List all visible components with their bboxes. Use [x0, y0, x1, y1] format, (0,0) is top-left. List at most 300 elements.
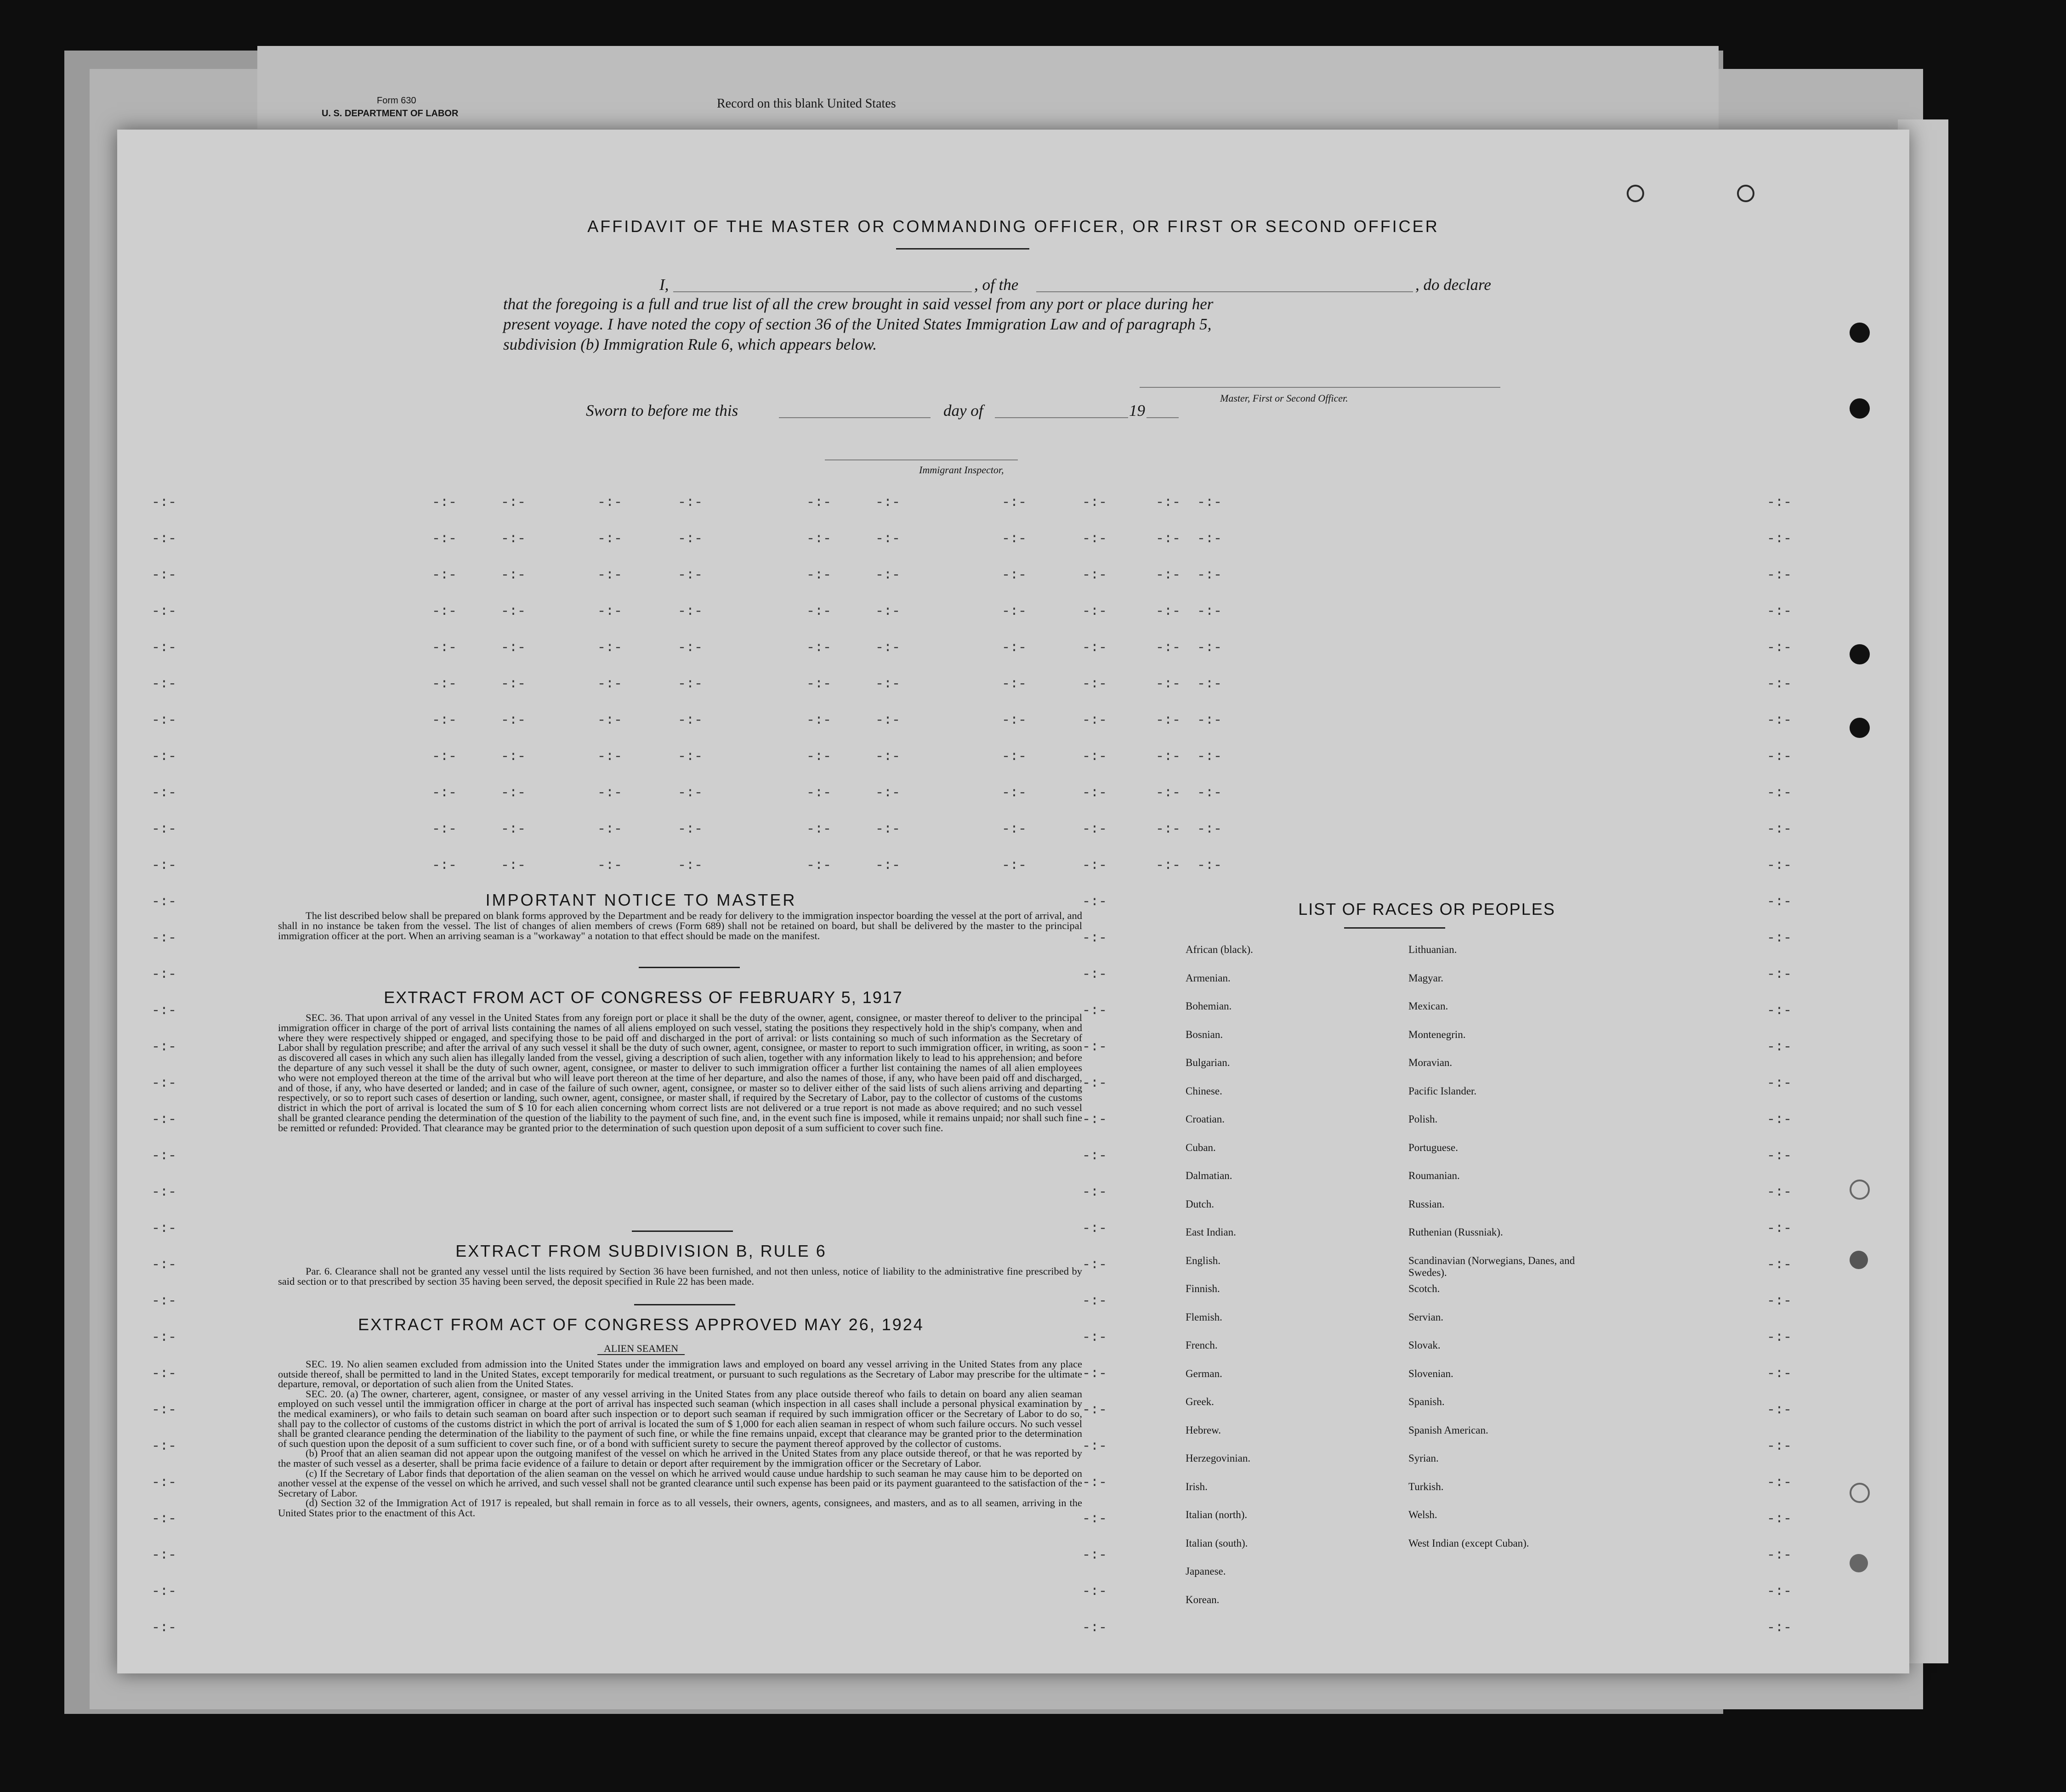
tick-mark: -:-	[152, 894, 177, 910]
extract-1917-paragraph: SEC. 36. That upon arrival of any vessel in the United States from any foreign port or place it shall be the duty of the owner, agent, consignee, or master thereof to deliver to the principal immigration officer in charge of the port of arrival lists containing the names of all aliens employed on such vessel, stating the positions they respectively hold in the ship's company, when and where they were respectively shipped or engaged, and specifying those to be paid off and discharged in the port of arrival: or lists containing so much of such information as the Secretary of Labor shall by regulation prescribe; and after the arrival of any such vessel it shall be the duty of such owner, agent, consignee, or master to report to such immigration officer, in writing, as soon as discovered all cases in which any such alien has illegally landed from the vessel, giving a description of such alien, together with any information likely to lead to his apprehension; and before the departure of any such vessel it shall be the duty of such owner, agent, consignee, or master to deliver to such immigration officer a further list containing the names of all alien employees who were not employed thereon at the time of the arrival but who will leave port thereon at the time of her departure, and also the names of those, if any, who have been paid off and discharged, and of those, if any, who have deserted or landed; and in case of the failure of such owner, agent, consignee, or master so to deliver either of the said lists of such aliens arriving and departing respectively, or so to report such cases of desertion or landing, such owner, agent, consignee, or master shall, if required by the Secretary of Labor, pay to the collector of customs of the customs district in which the port of arrival is located the sum of $ 10 for each alien concerning whom correct lists are not delivered or a true report is not made as above required; and no such vessel shall be granted clearance pending the determination of the question of the liability to the payment of such fine, and, in the event such fine is imposed, while it remains unpaid; nor shall such fine be remitted or refunded: Provided. That clearance may be granted prior to the determination of such question upon deposit of a sum sufficient to cover such fine.	[278, 1012, 1082, 1134]
tick-mark: -:-	[1156, 785, 1181, 801]
race-item: Cuban.	[1186, 1141, 1216, 1153]
tick-mark: -:-	[1197, 676, 1222, 692]
rule6-rule	[634, 1304, 735, 1305]
tick-mark: -:-	[1082, 1185, 1107, 1200]
race-item: Finnish.	[1186, 1283, 1220, 1294]
tick-mark: -:-	[501, 567, 526, 583]
tick-mark: -:-	[432, 531, 457, 547]
binder-hole	[1737, 185, 1754, 202]
tick-mark: -:-	[1197, 567, 1222, 583]
affidavit-do-declare: , do declare	[1415, 276, 1491, 294]
tick-mark: -:-	[875, 713, 901, 728]
tick-mark: -:-	[678, 567, 703, 583]
tick-mark: -:-	[875, 749, 901, 765]
race-item: Armenian.	[1186, 972, 1231, 984]
tick-mark: -:-	[1197, 822, 1222, 837]
tick-mark: -:-	[152, 1548, 177, 1563]
tick-mark: -:-	[1767, 640, 1792, 656]
tick-mark: -:-	[432, 676, 457, 692]
tick-mark: -:-	[152, 749, 177, 765]
tick-mark: -:-	[1767, 1076, 1792, 1091]
tick-mark: -:-	[1197, 785, 1222, 801]
races-rule	[1344, 927, 1445, 929]
race-item: Russian.	[1408, 1198, 1445, 1210]
tick-mark: -:-	[678, 785, 703, 801]
race-item: Welsh.	[1408, 1509, 1437, 1520]
extract-1924-body	[278, 1359, 1082, 1518]
extract-1917-rule	[632, 1231, 733, 1232]
notice-paragraph: The list described below shall be prepared on blank forms approved by the Department and be ready for delivery to the immigration inspector boarding the vessel at the port of arrival, and shall in no instance be taken from the vessel. The list of changes of alien members of crews (Form 689) shall not be retained on board, but shall be delivered by the master to the principal immigration officer at the port. When an arriving seaman is a "workaway" a notation to that effect should be made on the manifest.	[278, 910, 1082, 941]
tick-mark: -:-	[1156, 858, 1181, 873]
tick-mark: -:-	[1197, 858, 1222, 873]
race-item: East Indian.	[1186, 1226, 1236, 1238]
tick-mark: -:-	[1082, 1039, 1107, 1055]
tick-mark: -:-	[152, 1257, 177, 1273]
tick-mark: -:-	[152, 930, 177, 946]
tick-mark: -:-	[875, 604, 901, 619]
tick-mark: -:-	[501, 785, 526, 801]
tick-mark: -:-	[432, 822, 457, 837]
tick-mark: -:-	[152, 1185, 177, 1200]
name-blank	[673, 291, 972, 292]
tick-mark: -:-	[1767, 604, 1792, 619]
race-item: Roumanian.	[1408, 1170, 1460, 1181]
tick-mark: -:-	[152, 604, 177, 619]
tick-mark: -:-	[1156, 604, 1181, 619]
tick-mark: -:-	[806, 785, 832, 801]
tick-mark: -:-	[597, 785, 623, 801]
tick-mark: -:-	[1082, 604, 1107, 619]
affidavit-line-3: present voyage. I have noted the copy of section 36 of the United States Immigration Law and of paragraph 5,	[503, 315, 1212, 333]
tick-mark: -:-	[152, 1366, 177, 1382]
tick-mark: -:-	[152, 1293, 177, 1309]
tick-mark: -:-	[501, 858, 526, 873]
race-item: Mexican.	[1408, 1000, 1448, 1012]
tick-mark: -:-	[597, 676, 623, 692]
affidavit-line-4: subdivision (b) Immigration Rule 6, which appears below.	[503, 335, 877, 353]
department-label: U. S. DEPARTMENT OF LABOR	[322, 108, 459, 119]
tick-mark: -:-	[501, 640, 526, 656]
tick-mark: -:-	[1002, 676, 1027, 692]
binder-hole	[1850, 323, 1870, 343]
binder-hole	[1850, 1180, 1870, 1200]
tick-mark: -:-	[806, 495, 832, 510]
day-blank	[779, 417, 931, 418]
tick-mark: -:-	[1002, 531, 1027, 547]
affidavit-i: I,	[659, 276, 669, 294]
tick-mark: -:-	[1082, 1475, 1107, 1491]
tick-mark: -:-	[152, 676, 177, 692]
tick-mark: -:-	[1197, 531, 1222, 547]
rule6-title: EXTRACT FROM SUBDIVISION B, RULE 6	[455, 1242, 827, 1260]
tick-mark: -:-	[152, 1221, 177, 1236]
tick-mark: -:-	[1082, 785, 1107, 801]
tick-mark: -:-	[152, 1584, 177, 1599]
tick-mark: -:-	[152, 1475, 177, 1491]
tick-mark: -:-	[152, 1439, 177, 1454]
race-item: Lithuanian.	[1408, 944, 1457, 955]
tick-mark: -:-	[1082, 1257, 1107, 1273]
tick-mark: -:-	[678, 604, 703, 619]
extract-1924-paragraph: (c) If the Secretary of Labor finds that deportation of the alien seaman on the vessel on which he arrived would cause undue hardship to such seaman he may cause him to be deported on another vessel at the expense of the vessel on which he arrived, and such vessel shall not be granted clearance until such expense has been paid or its payment guaranteed to the satisfaction of the Secretary of Labor.	[278, 1467, 1082, 1499]
tick-mark: -:-	[1767, 749, 1792, 765]
tick-mark: -:-	[678, 858, 703, 873]
extract-1924-subtitle-rule	[597, 1354, 685, 1355]
binder-hole	[1850, 398, 1870, 419]
tick-mark: -:-	[1767, 1003, 1792, 1019]
tick-mark: -:-	[806, 531, 832, 547]
tick-mark: -:-	[1767, 785, 1792, 801]
tick-mark: -:-	[678, 822, 703, 837]
signature-line	[1140, 387, 1500, 388]
inspector-line	[825, 459, 1018, 460]
tick-mark: -:-	[432, 495, 457, 510]
tick-mark: -:-	[1082, 858, 1107, 873]
tick-mark: -:-	[1082, 930, 1107, 946]
affidavit-title-rule	[896, 248, 1029, 250]
tick-mark: -:-	[152, 1511, 177, 1527]
tick-mark: -:-	[1082, 567, 1107, 583]
notice-title: IMPORTANT NOTICE TO MASTER	[485, 890, 797, 909]
tick-mark: -:-	[597, 495, 623, 510]
race-item: Moravian.	[1408, 1057, 1453, 1068]
tick-mark: -:-	[806, 749, 832, 765]
tick-mark: -:-	[875, 640, 901, 656]
header-strip	[257, 46, 1719, 129]
race-item: Croatian.	[1186, 1113, 1225, 1125]
tick-mark: -:-	[1197, 495, 1222, 510]
tick-mark: -:-	[1767, 1511, 1792, 1527]
tick-mark: -:-	[875, 676, 901, 692]
tick-mark: -:-	[1156, 676, 1181, 692]
race-item: Scandinavian (Norwegians, Danes, and Swedes).	[1408, 1254, 1575, 1278]
extract-1924-title: EXTRACT FROM ACT OF CONGRESS APPROVED MAY 26, 1924	[358, 1315, 924, 1334]
race-item: Irish.	[1186, 1480, 1208, 1492]
tick-mark: -:-	[1082, 676, 1107, 692]
rule6-paragraph: Par. 6. Clearance shall not be granted any vessel until the lists required by Section 36 have been furnished, and not then unless, notice of liability to the administrative fine prescribed by said section or to that prescribed by section 35 having been served, the deposit specified in Rule 22 has been made.	[278, 1265, 1082, 1287]
affidavit-line-2: that the foregoing is a full and true list of all the crew brought in said vessel from any port or place during her	[503, 295, 1214, 313]
race-item: Bulgarian.	[1186, 1057, 1230, 1068]
tick-mark: -:-	[875, 531, 901, 547]
race-item: West Indian (except Cuban).	[1408, 1537, 1529, 1549]
tick-mark: -:-	[1767, 1185, 1792, 1200]
tick-mark: -:-	[875, 858, 901, 873]
tick-mark: -:-	[806, 604, 832, 619]
race-item: Polish.	[1408, 1113, 1438, 1125]
tick-mark: -:-	[678, 713, 703, 728]
tick-mark: -:-	[1767, 930, 1792, 946]
tick-mark: -:-	[1767, 967, 1792, 982]
extract-1917-body	[278, 1013, 1082, 1133]
tick-mark: -:-	[1082, 1148, 1107, 1164]
tick-mark: -:-	[678, 749, 703, 765]
tick-mark: -:-	[1767, 1475, 1792, 1491]
tick-mark: -:-	[1082, 531, 1107, 547]
race-item: Scotch.	[1408, 1283, 1440, 1294]
day-of-text: day of	[943, 402, 983, 420]
tick-mark: -:-	[1082, 640, 1107, 656]
form-number: Form 630	[377, 96, 416, 106]
tick-mark: -:-	[1002, 495, 1027, 510]
tick-mark: -:-	[806, 640, 832, 656]
races-right-column	[1408, 944, 1601, 1565]
tick-mark: -:-	[152, 640, 177, 656]
tick-mark: -:-	[1002, 640, 1027, 656]
tick-mark: -:-	[152, 822, 177, 837]
tick-mark: -:-	[1156, 713, 1181, 728]
binder-hole	[1850, 1554, 1868, 1572]
tick-mark: -:-	[1082, 1402, 1107, 1418]
binder-hole	[1850, 644, 1870, 664]
race-item: Dalmatian.	[1186, 1170, 1232, 1181]
tick-mark: -:-	[1767, 1112, 1792, 1128]
tick-mark: -:-	[1767, 1366, 1792, 1382]
tick-mark: -:-	[875, 822, 901, 837]
race-item: German.	[1186, 1367, 1222, 1379]
tick-mark: -:-	[152, 567, 177, 583]
tick-mark: -:-	[432, 713, 457, 728]
race-item: French.	[1186, 1339, 1218, 1351]
race-item: Servian.	[1408, 1311, 1444, 1323]
tick-mark: -:-	[501, 749, 526, 765]
race-item: Dutch.	[1186, 1198, 1214, 1210]
tick-mark: -:-	[1767, 713, 1792, 728]
binder-hole	[1850, 1483, 1870, 1503]
tick-mark: -:-	[1082, 1293, 1107, 1309]
tick-mark: -:-	[152, 495, 177, 510]
tick-mark: -:-	[597, 640, 623, 656]
affidavit-line-1	[503, 276, 1514, 296]
tick-mark: -:-	[1002, 567, 1027, 583]
signature-caption: Master, First or Second Officer.	[1220, 392, 1348, 404]
tick-mark: -:-	[152, 1402, 177, 1418]
rule6-body	[278, 1266, 1082, 1287]
tick-mark: -:-	[1767, 1402, 1792, 1418]
extract-1924-subtitle: ALIEN SEAMEN	[604, 1343, 678, 1354]
tick-mark: -:-	[501, 604, 526, 619]
tick-mark: -:-	[1156, 749, 1181, 765]
tick-mark: -:-	[806, 567, 832, 583]
tick-mark: -:-	[1767, 1257, 1792, 1273]
tick-mark: -:-	[501, 676, 526, 692]
tick-mark: -:-	[501, 531, 526, 547]
extract-1924-paragraph: (d) Section 32 of the Immigration Act of 1917 is repealed, but shall remain in force as to all vessels, their owners, agents, consignees, and masters, and as to all seamen, arriving in the United States prior to the enactment of this Act.	[278, 1497, 1082, 1519]
tick-mark: -:-	[1156, 495, 1181, 510]
sworn-line	[586, 402, 1275, 422]
race-item: Slovak.	[1408, 1339, 1441, 1351]
tick-mark: -:-	[1767, 531, 1792, 547]
tick-mark: -:-	[432, 604, 457, 619]
tick-mark: -:-	[1197, 713, 1222, 728]
tick-mark: -:-	[1082, 1439, 1107, 1454]
inspector-caption: Immigrant Inspector,	[919, 464, 1004, 476]
tick-mark: -:-	[678, 640, 703, 656]
tick-mark: -:-	[501, 713, 526, 728]
tick-mark: -:-	[1082, 1330, 1107, 1345]
tick-mark: -:-	[1767, 495, 1792, 510]
tick-mark: -:-	[1002, 858, 1027, 873]
tick-mark: -:-	[1767, 1620, 1792, 1636]
affidavit-title: AFFIDAVIT OF THE MASTER OR COMMANDING OFFICER, OR FIRST OR SECOND OFFICER	[587, 217, 1439, 236]
race-item: African (black).	[1186, 944, 1253, 955]
race-item: Greek.	[1186, 1396, 1214, 1407]
race-item: Spanish.	[1408, 1396, 1445, 1407]
tick-mark: -:-	[432, 567, 457, 583]
tick-mark: -:-	[432, 640, 457, 656]
tick-mark: -:-	[501, 495, 526, 510]
tick-mark: -:-	[152, 858, 177, 873]
tick-mark: -:-	[806, 713, 832, 728]
affidavit-of-the: , of the	[974, 276, 1019, 294]
race-item: Montenegrin.	[1408, 1028, 1466, 1040]
year-prefix: 19	[1129, 402, 1145, 420]
tick-mark: -:-	[597, 822, 623, 837]
tick-mark: -:-	[1197, 604, 1222, 619]
tick-mark: -:-	[1156, 640, 1181, 656]
month-blank	[995, 417, 1128, 418]
race-item: Japanese.	[1186, 1565, 1226, 1577]
tick-mark: -:-	[597, 858, 623, 873]
races-left-column	[1186, 944, 1379, 1622]
tick-mark: -:-	[1002, 785, 1027, 801]
tick-mark: -:-	[432, 749, 457, 765]
tick-mark: -:-	[1002, 749, 1027, 765]
tick-mark: -:-	[806, 858, 832, 873]
tick-mark: -:-	[1767, 1584, 1792, 1599]
tick-mark: -:-	[1002, 604, 1027, 619]
tick-mark: -:-	[1767, 1221, 1792, 1236]
tick-mark: -:-	[1767, 858, 1792, 873]
tick-mark: -:-	[597, 749, 623, 765]
race-item: Ruthenian (Russniak).	[1408, 1226, 1503, 1238]
tick-mark: -:-	[678, 531, 703, 547]
race-item: Turkish.	[1408, 1480, 1444, 1492]
race-item: Spanish American.	[1408, 1424, 1488, 1436]
tick-mark: -:-	[1156, 822, 1181, 837]
tick-mark: -:-	[1197, 640, 1222, 656]
races-title: LIST OF RACES OR PEOPLES	[1298, 900, 1555, 919]
tick-mark: -:-	[152, 1620, 177, 1636]
tick-mark: -:-	[1082, 1076, 1107, 1091]
race-item: Pacific Islander.	[1408, 1085, 1477, 1097]
sworn-text: Sworn to before me this	[586, 402, 738, 420]
extract-1924-paragraph: (b) Proof that an alien seaman did not appear upon the outgoing manifest of the vessel on which he arrived in the United States from any place outside thereof, or that he was reported by the master of such vessel as a deserter, shall be prima facie evidence of a failure to detain or deport after requirement by the immigration officer or the Secretary of Labor.	[278, 1447, 1082, 1469]
race-item: Italian (north).	[1186, 1509, 1248, 1520]
race-item: Syrian.	[1408, 1452, 1439, 1464]
race-item: Portuguese.	[1408, 1141, 1458, 1153]
tick-mark: -:-	[152, 967, 177, 982]
tick-mark: -:-	[152, 1039, 177, 1055]
vessel-blank	[1036, 291, 1413, 292]
tick-mark: -:-	[1082, 1620, 1107, 1636]
tick-mark: -:-	[152, 713, 177, 728]
tick-mark: -:-	[501, 822, 526, 837]
tick-mark: -:-	[152, 1148, 177, 1164]
tick-mark: -:-	[432, 858, 457, 873]
binder-hole	[1850, 1251, 1868, 1269]
extract-1917-title: EXTRACT FROM ACT OF CONGRESS OF FEBRUARY 5, 1917	[384, 988, 903, 1007]
tick-mark: -:-	[597, 567, 623, 583]
tick-mark: -:-	[1156, 567, 1181, 583]
tick-mark: -:-	[1156, 531, 1181, 547]
tick-mark: -:-	[432, 785, 457, 801]
race-item: Italian (south).	[1186, 1537, 1248, 1549]
manifest-page	[117, 130, 1909, 1673]
tick-mark: -:-	[806, 822, 832, 837]
tick-mark: -:-	[1767, 1548, 1792, 1563]
tick-mark: -:-	[597, 531, 623, 547]
tick-mark: -:-	[152, 1003, 177, 1019]
race-item: Korean.	[1186, 1594, 1220, 1605]
tick-mark: -:-	[1082, 713, 1107, 728]
tick-mark: -:-	[1767, 1439, 1792, 1454]
race-item: Magyar.	[1408, 972, 1444, 984]
tick-mark: -:-	[152, 785, 177, 801]
tick-mark: -:-	[678, 676, 703, 692]
tick-mark: -:-	[806, 676, 832, 692]
race-item: Hebrew.	[1186, 1424, 1221, 1436]
tick-mark: -:-	[1767, 1293, 1792, 1309]
tick-mark: -:-	[875, 785, 901, 801]
tick-mark: -:-	[152, 1076, 177, 1091]
race-item: Chinese.	[1186, 1085, 1222, 1097]
tick-mark: -:-	[1082, 1584, 1107, 1599]
tick-mark: -:-	[152, 531, 177, 547]
tick-mark: -:-	[1082, 1112, 1107, 1128]
tick-mark: -:-	[1767, 1148, 1792, 1164]
tick-mark: -:-	[1082, 1366, 1107, 1382]
tick-mark: -:-	[152, 1112, 177, 1128]
tick-mark: -:-	[1082, 1003, 1107, 1019]
tick-mark: -:-	[1082, 967, 1107, 982]
tick-mark: -:-	[597, 713, 623, 728]
race-item: Herzegovinian.	[1186, 1452, 1251, 1464]
tick-mark: -:-	[1767, 1330, 1792, 1345]
record-note: Record on this blank United States	[717, 96, 896, 111]
tick-mark: -:-	[1767, 676, 1792, 692]
tick-mark: -:-	[1082, 894, 1107, 910]
tick-mark: -:-	[597, 604, 623, 619]
tick-mark: -:-	[875, 495, 901, 510]
notice-body	[278, 911, 1082, 941]
tick-mark: -:-	[1082, 1511, 1107, 1527]
tick-mark: -:-	[1767, 894, 1792, 910]
tick-mark: -:-	[1197, 749, 1222, 765]
tick-mark: -:-	[1002, 713, 1027, 728]
tick-mark: -:-	[1767, 1039, 1792, 1055]
race-item: Bohemian.	[1186, 1000, 1232, 1012]
tick-mark: -:-	[678, 495, 703, 510]
tick-mark: -:-	[1767, 567, 1792, 583]
tick-mark: -:-	[1082, 1221, 1107, 1236]
binder-hole	[1627, 185, 1644, 202]
tick-mark: -:-	[875, 567, 901, 583]
tick-mark: -:-	[1082, 495, 1107, 510]
race-item: English.	[1186, 1254, 1221, 1266]
race-item: Bosnian.	[1186, 1028, 1223, 1040]
binder-hole	[1850, 718, 1870, 738]
notice-rule	[639, 967, 740, 968]
tick-mark: -:-	[152, 1330, 177, 1345]
tick-mark: -:-	[1082, 1548, 1107, 1563]
race-item: Flemish.	[1186, 1311, 1222, 1323]
tick-mark: -:-	[1082, 749, 1107, 765]
extract-1924-paragraph: SEC. 19. No alien seamen excluded from admission into the United States under the immigration laws and employed on board any vessel arriving in the United States from any place outside thereof, shall be permitted to land in the United States, except temporarily for medical treatment, or pursuant to such regulations as the Secretary of Labor may prescribe for the ultimate departure, removal, or deportation of such alien from the United States.	[278, 1358, 1082, 1390]
tick-mark: -:-	[1082, 822, 1107, 837]
year-blank	[1147, 417, 1179, 418]
extract-1924-paragraph: SEC. 20. (a) The owner, charterer, agent, consignee, or master of any vessel arriving in the United States from any place outside thereof who fails to detain on board any alien seaman employed on such vessel until the immigration officer in charge at the port of arrival has inspected such seaman (which inspection in all cases shall include a personal physical examination by the medical examiners), or who fails to detain such seaman on board after such inspection or to deport such seaman if required by such immigration officer or the Secretary of Labor to do so, shall pay to the collector of customs of the customs district in which the port of arrival is located the sum of $ 1,000 for each alien seaman in respect of whom such failure occurs. No such vessel shall be granted clearance pending the determination of the liability to the payment of such fine, or while the fine remains unpaid, except that clearance may be granted prior to the determination of such question upon the deposit of a sum sufficient to cover such fine, or of a bond with sufficient surety to secure the payment thereof approved by the collector of customs.	[278, 1388, 1082, 1449]
